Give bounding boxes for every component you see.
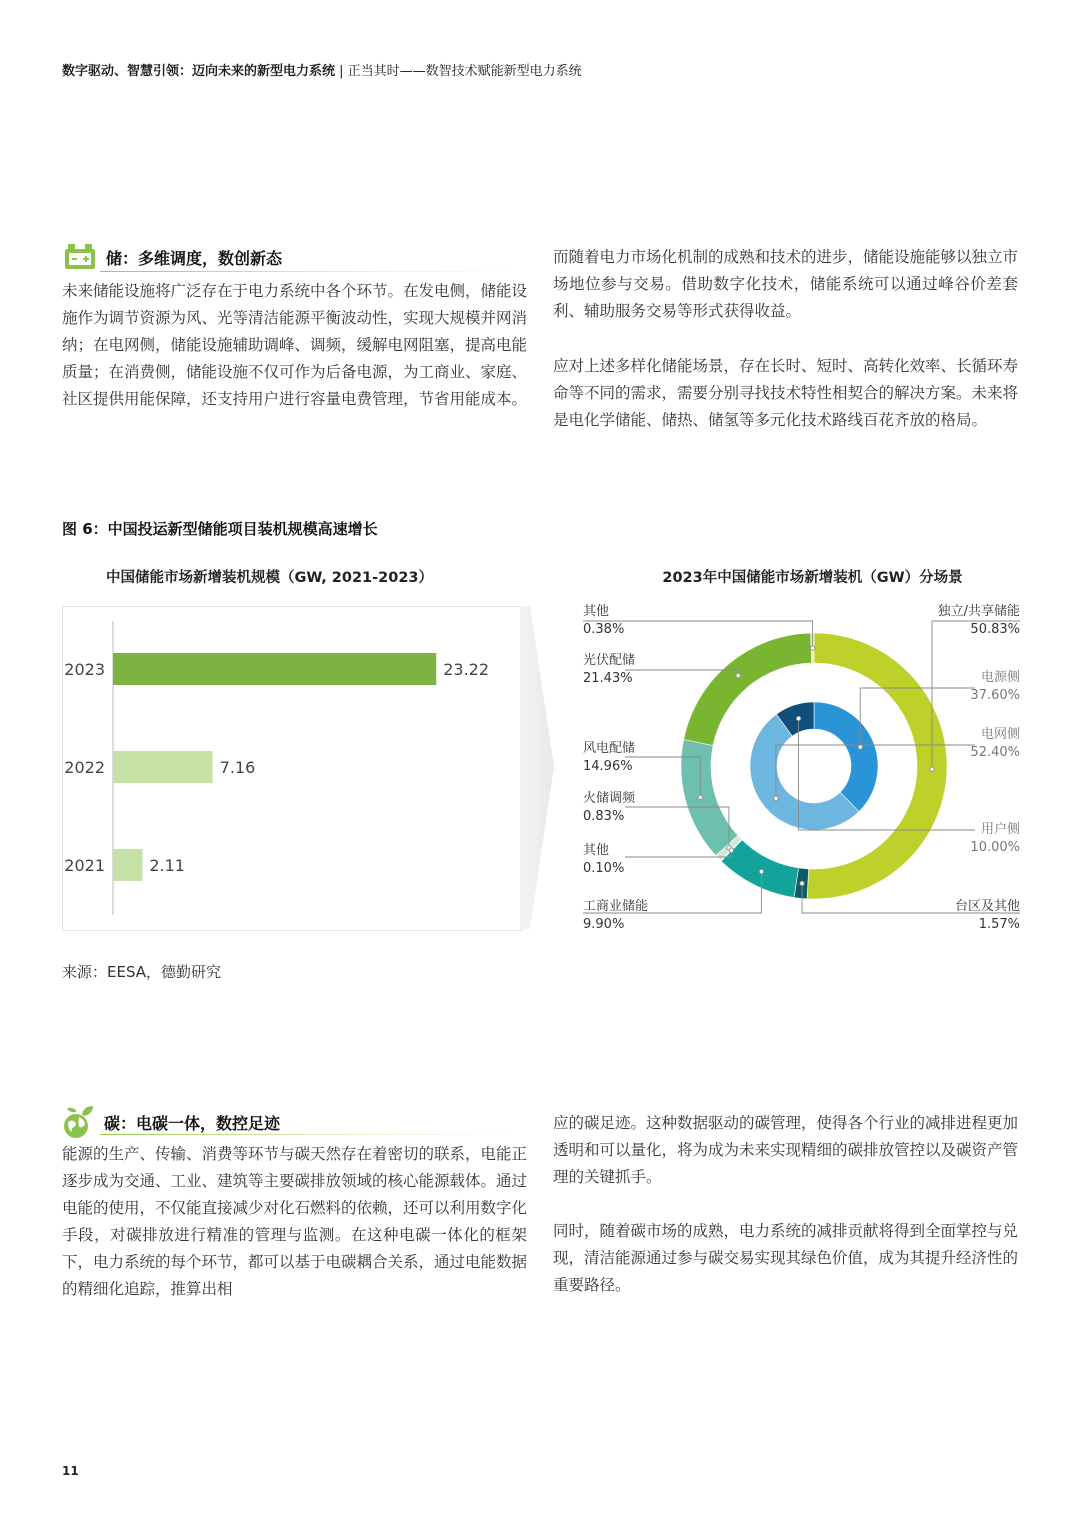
leader-dot-2 [698,795,702,799]
label-outer-other-top: 其他 0.38% [583,604,625,637]
running-header [62,60,582,79]
earth-leaf-icon [62,1104,96,1140]
section-carbon-title: 碳：电碳一体，数控足迹 [104,1113,281,1133]
header-title: 数字驱动、智慧引领：迈向未来的新型电力系统 [62,64,336,79]
section-carbon-rule [100,1134,525,1135]
section-storage-title: 储：多维调度，数创新态 [106,248,283,268]
storage-right-paragraph-2: 应对上述多样化储能场景，存在长时、短时、高转化效率、长循环寿命等不同的需求，需要分别寻找技术特性相契合的解决方案。未来将是电化学储能、储热、储氢等多元化技术路线百花齐放的格局。 [553,357,1019,429]
leader-dot-9 [796,716,800,720]
bar-2021 [113,849,142,881]
leader-dot-10 [800,881,804,885]
carbon-right-paragraph-2: 同时，随着碳市场的成熟，电力系统的减排贡献将得到全面掌控与兑现，清洁能源通过参与碳交易实现其绿色价值，成为其提升经济性的重要路径。 [553,1222,1019,1294]
chevron-right-icon [520,606,556,929]
bar-2023 [113,653,436,685]
label-user-side: 用户侧 10.00% [970,822,1020,855]
battery-icon [62,241,98,273]
leader-dot-7 [858,745,862,749]
bar-category-label: 2023 [64,660,105,679]
bar-2022 [113,751,213,783]
inner-slice-0 [814,702,878,812]
donut-chart-title: 2023年中国储能市场新增装机（GW）分场景 [662,570,963,586]
bar-value-label: 7.16 [219,758,256,777]
label-thermal-fm: 火储调频 0.83% [583,791,636,824]
carbon-left-paragraph: 能源的生产、传输、消费等环节与碳天然存在着密切的联系，电能正逐步成为交通、工业、建筑等主要碳排放领域的核心能源载体。通过电能的使用，不仅能直接减少对化石燃料的依赖，还可以利用数字化手段，对碳排放进行精准的管理与监测。在这种电碳一体化的框架下，电力系统的每个环节，都可以基于电碳耦合关系，通过电能数据的精细化追踪，推算出相 [62,1145,528,1298]
label-source-side: 电源侧 37.60% [970,670,1020,703]
header-subtitle: 正当其时——数智技术赋能新型电力系统 [347,64,582,79]
leader-dot-8 [774,796,778,800]
figure-title: 图 6：中国投运新型储能项目装机规模高速增长 [62,520,378,538]
bar-category-label: 2021 [64,856,105,875]
label-district-other: 台区及其他 1.57% [954,899,1020,932]
section-storage-heading [62,241,282,273]
label-pv-storage: 光伏配储 21.43% [583,653,636,686]
storage-left-paragraph: 未来储能设施将广泛存在于电力系统中各个环节。在发电侧，储能设施作为调节资源为风、光等清洁能源平衡波动性，实现大规模并网消纳；在电网侧，储能设施辅助调峰、调频，缓解电网阻塞，提高电能质量；在消费侧，储能设施不仅可作为后备电源，为工商业、家庭、社区提供用能保障，还支持用户进行容量电费管理，节省用能成本。 [62,282,528,408]
bar-chart [63,607,521,930]
leader-dot-4 [729,848,733,852]
bar-value-label: 2.11 [149,856,185,875]
storage-right-paragraph-1: 而随着电力市场化机制的成熟和技术的进步，储能设施能够以独立市场地位参与交易。借助数字化技术，储能系统可以通过峰谷价差套利、辅助服务交易等形式获得收益。 [553,248,1019,320]
leader-dot-5 [759,869,763,873]
leader-dot-6 [930,767,934,771]
label-independent-storage: 独立/共享储能 50.83% [937,604,1020,637]
bar-chart-frame [62,606,522,931]
bar-category-label: 2022 [64,758,105,777]
label-outer-other-bottom: 其他 0.10% [583,843,625,876]
label-ci-storage: 工商业储能 9.90% [583,899,649,932]
figure-source: 来源：EESA，德勤研究 [62,963,222,981]
leader-dot-1 [736,673,740,677]
carbon-right-paragraph-1: 应的碳足迹。这种数据驱动的碳管理，使得各个行业的减排进程更加透明和可以量化，将为成为未来实现精细的碳排放管控以及碳资产管理的关键抓手。 [553,1114,1019,1186]
label-wind-storage: 风电配储 14.96% [583,741,636,774]
section-storage-rule [100,271,525,272]
page-number: 11 [62,1464,79,1478]
header-separator: | [335,64,348,79]
leader-dot-0 [810,646,814,650]
bar-value-label: 23.22 [443,660,490,679]
label-grid-side: 电网侧 52.40% [970,727,1020,760]
bar-chart-title: 中国储能市场新增装机规模（GW, 2021-2023） [106,570,433,586]
